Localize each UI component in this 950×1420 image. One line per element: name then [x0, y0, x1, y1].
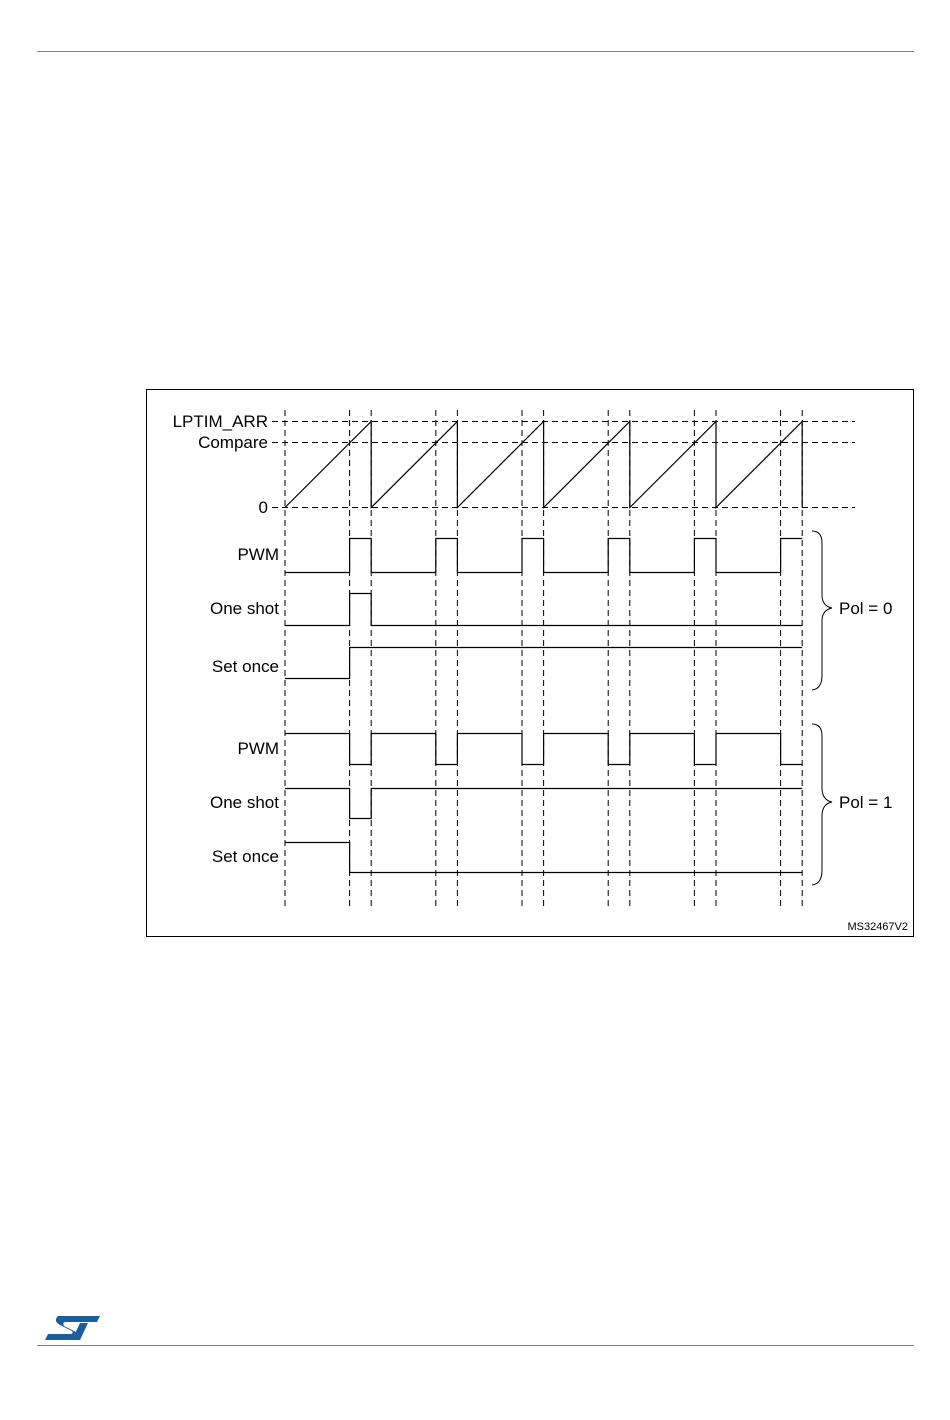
pol0-brace	[812, 531, 832, 690]
pol1-label: Pol = 1	[839, 793, 893, 812]
pol0-oneshot-label: One shot	[210, 599, 279, 618]
pol1-pwm-label: PWM	[237, 739, 279, 758]
level-lines	[272, 422, 855, 508]
st-logo	[45, 1316, 100, 1340]
arr-label: LPTIM_ARR	[172, 412, 268, 431]
pol1-setonce-label: Set once	[211, 847, 279, 866]
pol0-pwm-waveform	[285, 539, 802, 573]
figure-id: MS32467V2	[847, 921, 908, 933]
pol0-setonce-label: Set once	[211, 657, 279, 676]
pol1-brace	[812, 724, 832, 885]
compare-label: Compare	[198, 433, 268, 452]
pol1-setonce-waveform	[285, 843, 802, 873]
pol0-pwm-label: PWM	[237, 545, 279, 564]
pol0-label: Pol = 0	[839, 599, 893, 618]
counter-sawtooth	[285, 422, 802, 508]
pol1-oneshot-label: One shot	[210, 793, 279, 812]
st-logo-s-shape	[45, 1316, 100, 1340]
pol1-pwm-waveform	[285, 734, 802, 765]
zero-label: 0	[258, 498, 268, 517]
